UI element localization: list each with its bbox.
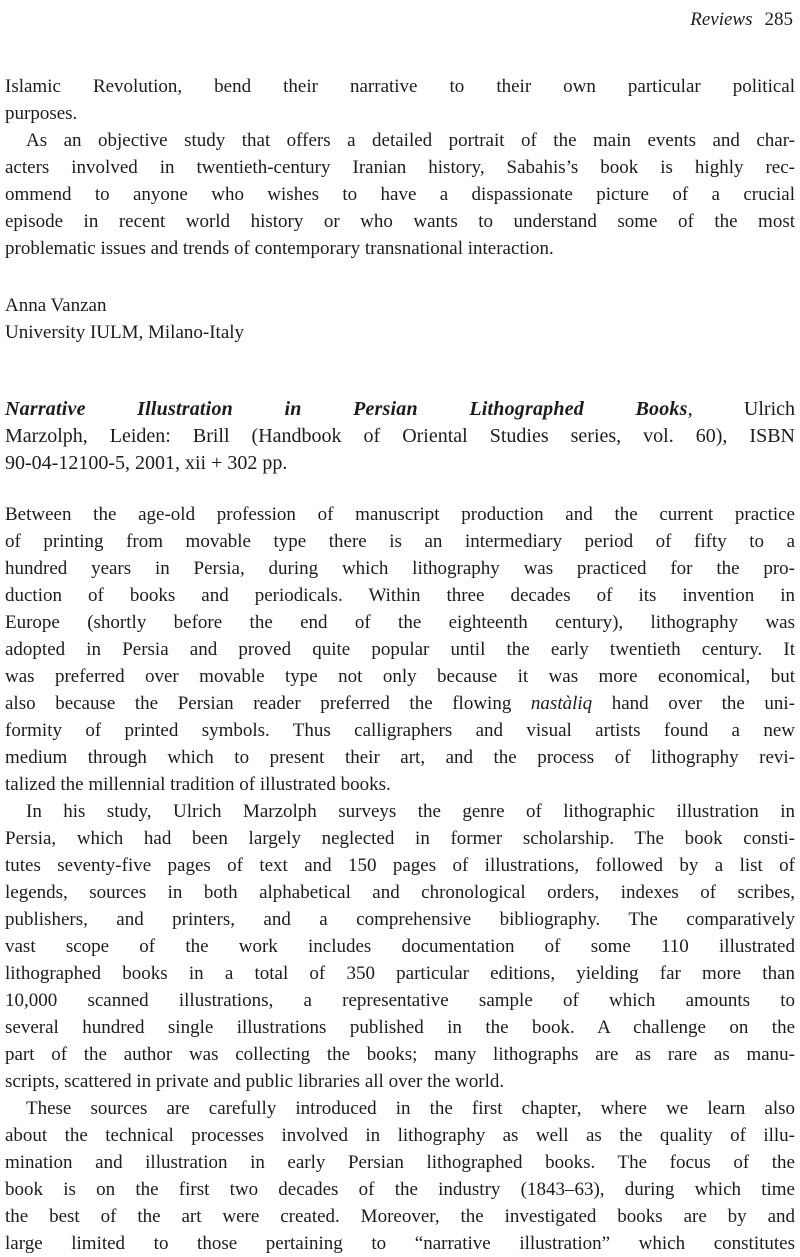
text-run: large limited to those pertaining to “narrative illustration” which constitutes bbox=[5, 1233, 795, 1254]
text-line bbox=[5, 1230, 795, 1257]
text-line bbox=[5, 423, 795, 450]
reviewer-signature bbox=[5, 292, 795, 346]
text-line bbox=[5, 1014, 795, 1041]
text-run: Between the age-old profession of manuscript production and the current practice bbox=[5, 504, 795, 525]
text-line bbox=[5, 636, 795, 663]
book-review-heading bbox=[5, 396, 795, 477]
text-line bbox=[5, 208, 795, 235]
text-run: As an objective study that offers a detailed portrait of the main events and char- bbox=[26, 130, 795, 151]
text-run: formity of printed symbols. Thus calligraphers and visual artists found a new bbox=[5, 720, 795, 741]
text-run: hundred years in Persia, during which lithography was practiced for the pro- bbox=[5, 558, 795, 579]
text-run: mination and illustration in early Persian lithographed books. The focus of the bbox=[5, 1152, 795, 1173]
text-line bbox=[5, 663, 795, 690]
text-run: Marzolph, Leiden: Brill (Handbook of Oriental Studies series, vol. 60), ISBN bbox=[5, 425, 795, 447]
text-run: legends, sources in both alphabetical and chronological orders, indexes of scribes, bbox=[5, 882, 795, 903]
text-run: book is on the first two decades of the industry (1843–63), during which time bbox=[5, 1179, 795, 1200]
text-line bbox=[5, 1122, 795, 1149]
prev-review-assessment-paragraph bbox=[5, 127, 795, 262]
text-line bbox=[5, 1041, 795, 1068]
text-run: vast scope of the work includes documentation of some 110 illustrated bbox=[5, 936, 795, 957]
text-run: problematic issues and trends of contemporary transnational interaction. bbox=[5, 238, 554, 259]
text-run: also because the Persian reader preferred the flowing bbox=[5, 693, 531, 714]
text-line bbox=[5, 154, 795, 181]
text-run: talized the millennial tradition of illustrated books. bbox=[5, 774, 391, 795]
prev-review-closing-paragraph bbox=[5, 73, 795, 127]
text-line bbox=[5, 1176, 795, 1203]
text-run: Anna Vanzan bbox=[5, 295, 107, 316]
text-run: adopted in Persia and proved quite popular until the early twentieth century. It bbox=[5, 639, 795, 660]
text-line bbox=[5, 181, 795, 208]
text-line bbox=[5, 528, 795, 555]
text-run: several hundred single illustrations published in the book. A challenge on the bbox=[5, 1017, 795, 1038]
text-line bbox=[5, 690, 795, 717]
review-paragraph-book-scope bbox=[5, 798, 795, 1095]
text-run: publishers, and printers, and a comprehensive bibliography. The comparatively bbox=[5, 909, 795, 930]
text-line bbox=[5, 933, 795, 960]
text-line bbox=[5, 127, 795, 154]
text-run: purposes. bbox=[5, 103, 78, 124]
text-run: about the technical processes involved in lithography as well as the quality of illu- bbox=[5, 1125, 795, 1146]
text-run: Islamic Revolution, bend their narrative to their own particular political bbox=[5, 76, 795, 97]
text-line bbox=[5, 798, 795, 825]
text-line bbox=[5, 1149, 795, 1176]
text-line bbox=[5, 1068, 795, 1095]
text-line bbox=[5, 906, 795, 933]
text-line bbox=[5, 1203, 795, 1230]
text-line bbox=[5, 555, 795, 582]
text-line bbox=[5, 987, 795, 1014]
running-head bbox=[5, 6, 795, 33]
text-run: ommend to anyone who wishes to have a dispassionate picture of a crucial bbox=[5, 184, 795, 205]
text-run: medium through which to present their art, and the process of lithography revi- bbox=[5, 747, 795, 768]
text-run: Persia, which had been largely neglected in former scholarship. The book consti- bbox=[5, 828, 795, 849]
book-title: Narrative Illustration in Persian Lithographed Books bbox=[5, 398, 688, 420]
text-line bbox=[5, 501, 795, 528]
text-run: was preferred over movable type not only because it was more economical, but bbox=[5, 666, 795, 687]
text-run: lithographed books in a total of 350 particular editions, yielding far more than bbox=[5, 963, 795, 984]
text-line bbox=[5, 609, 795, 636]
text-line bbox=[5, 100, 795, 127]
text-run: , Ulrich bbox=[687, 398, 795, 420]
text-run: part of the author was collecting the books; many lithographs are as rare as manu- bbox=[5, 1044, 795, 1065]
text-line bbox=[5, 852, 795, 879]
text-run: University IULM, Milano-Italy bbox=[5, 322, 245, 343]
text-line bbox=[5, 235, 795, 262]
text-run: In his study, Ulrich Marzolph surveys the genre of lithographic illustration in bbox=[26, 801, 795, 822]
text-line bbox=[5, 396, 795, 423]
text-run: of printing from movable type there is an intermediary period of fifty to a bbox=[5, 531, 795, 552]
italic-term: nastàliq bbox=[530, 693, 593, 714]
review-paragraph-first-chapter bbox=[5, 1095, 795, 1257]
document-body bbox=[5, 73, 795, 1257]
text-line bbox=[5, 582, 795, 609]
text-line bbox=[5, 1095, 795, 1122]
running-head-section-title: Reviews bbox=[690, 9, 753, 30]
text-run: duction of books and periodicals. Within three decades of its invention in bbox=[5, 585, 795, 606]
text-run: 10,000 scanned illustrations, a representative sample of which amounts to bbox=[5, 990, 795, 1011]
text-line bbox=[5, 450, 795, 477]
reviewer-name bbox=[5, 292, 795, 319]
text-run: acters involved in twentieth-century Iranian history, Sabahis’s book is highly rec- bbox=[5, 157, 795, 178]
text-run: scripts, scattered in private and public libraries all over the world. bbox=[5, 1071, 505, 1092]
review-paragraph-lithography-history bbox=[5, 501, 795, 798]
text-run: the best of the art were created. Moreover, the investigated books are by and bbox=[5, 1206, 795, 1227]
text-line bbox=[5, 960, 795, 987]
running-head-page-number: 285 bbox=[764, 9, 793, 30]
text-line bbox=[5, 771, 795, 798]
text-run: 90-04-12100-5, 2001, xii + 302 pp. bbox=[5, 452, 288, 474]
text-line bbox=[5, 73, 795, 100]
text-run: hand over the uni- bbox=[592, 693, 795, 714]
text-line bbox=[5, 825, 795, 852]
text-line bbox=[5, 879, 795, 906]
text-run: episode in recent world history or who wants to understand some of the most bbox=[5, 211, 795, 232]
reviewer-affiliation bbox=[5, 319, 795, 346]
text-line bbox=[5, 744, 795, 771]
text-line bbox=[5, 717, 795, 744]
text-run: These sources are carefully introduced in the first chapter, where we learn also bbox=[26, 1098, 795, 1119]
text-run: tutes seventy-five pages of text and 150 pages of illustrations, followed by a list of bbox=[5, 855, 795, 876]
text-run: Europe (shortly before the end of the eighteenth century), lithography was bbox=[5, 612, 795, 633]
